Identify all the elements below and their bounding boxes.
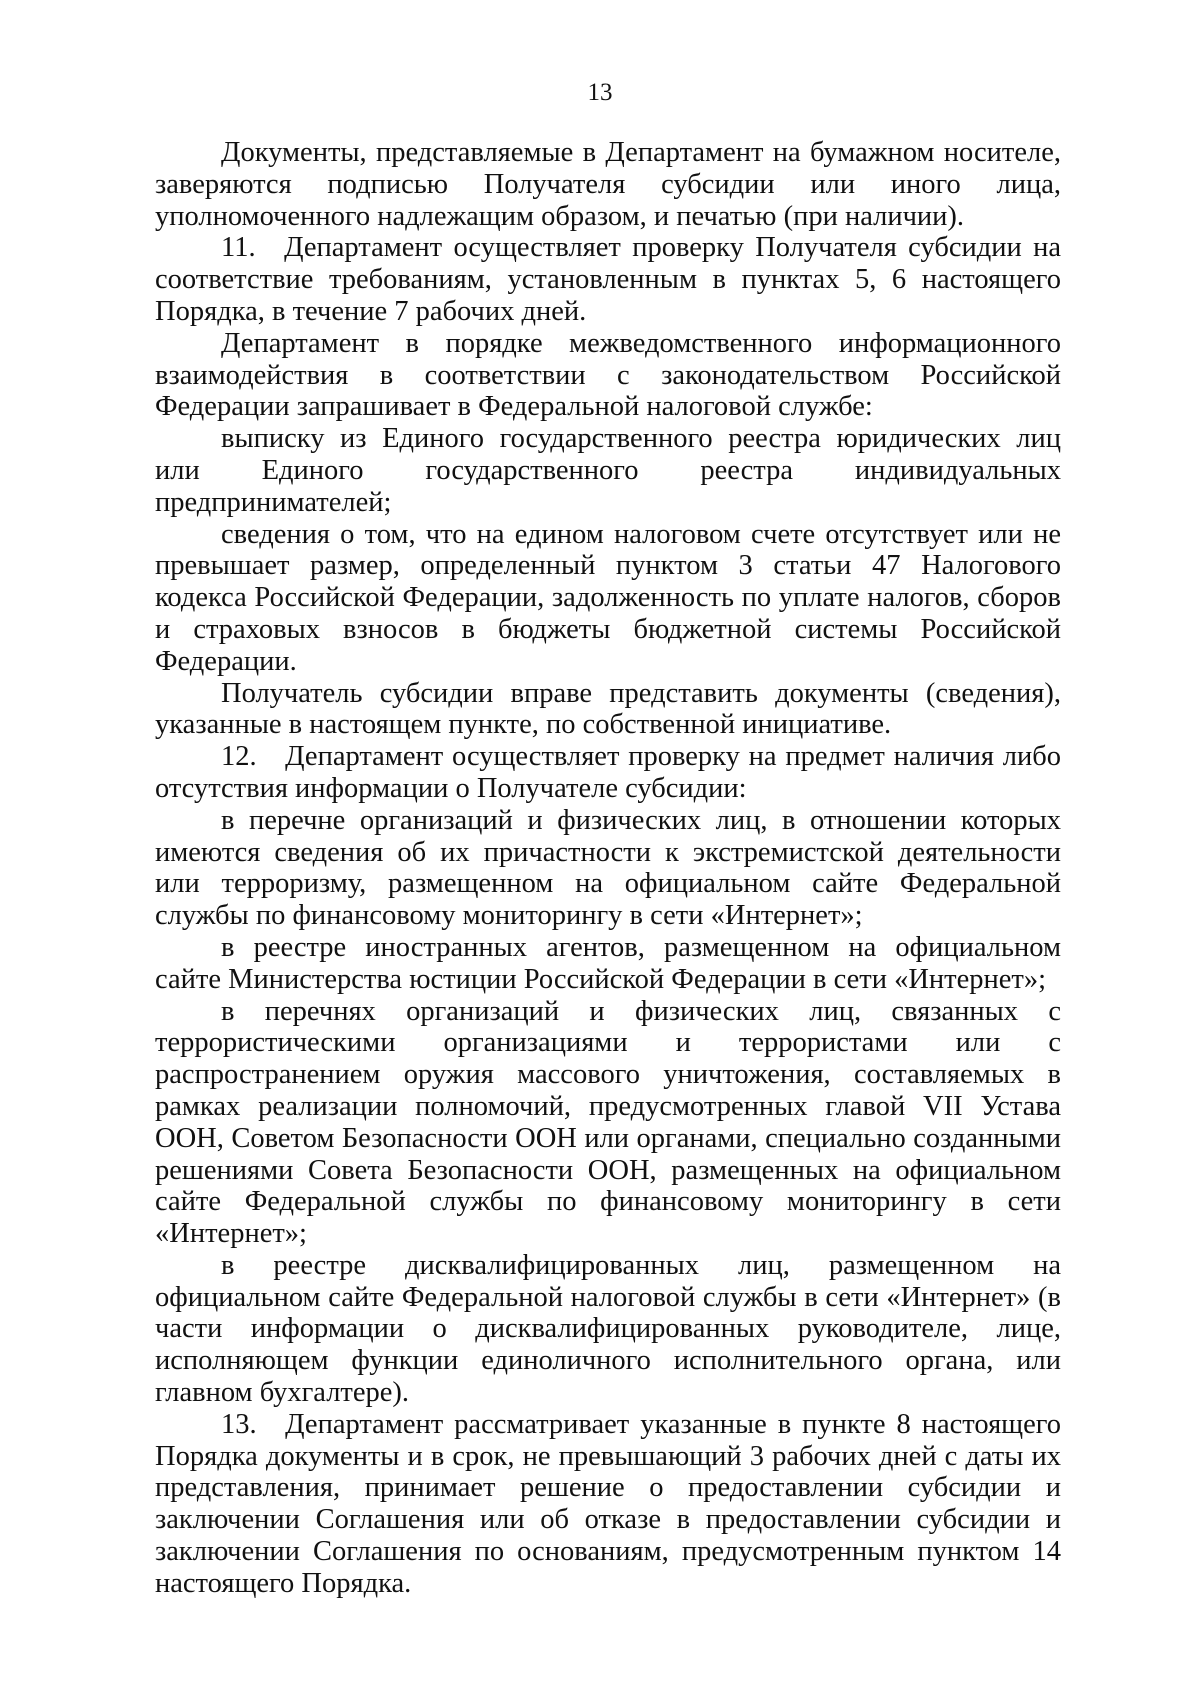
page-number: 13 xyxy=(587,79,613,106)
paragraph-documents-certification: Документы, представляемые в Департамент на бумажном носителе, заверяются подписью Получателя субсидии или иного лица, уполномоченного надлежащим образом, и печатью (при наличии). xyxy=(155,137,1061,232)
paragraph-tax-debt-info: сведения о том, что на едином налоговом счете отсутствует или не превышает размер, определенный пунктом 3 статьи 47 Налогового кодекса Российской Федерации, задолженность по уплате налогов, сборов и страховых взносов в бюджеты бюджетной системы Российской Федерации. xyxy=(155,518,1061,677)
paragraph-own-initiative: Получатель субсидии вправе представить документы (сведения), указанные в настоящем пункте, по собственной инициативе. xyxy=(155,677,1061,741)
paragraph-interagency-request: Департамент в порядке межведомственного информационного взаимодействия в соответствии с законодательством Российской Федерации запрашивает в Федеральной налоговой службе: xyxy=(155,327,1061,423)
paragraph-13-decision: 13. Департамент рассматривает указанные в пункте 8 настоящего Порядка документы и в срок, не превышающий 3 рабочих дней с даты их представления, принимает решение о предоставлении субсидии и заключении Соглашения или об отказе в предоставлении субсидии и заключении Соглашения по основаниям, предусмотренным пунктом 14 настоящего Порядка. xyxy=(155,1408,1061,1599)
paragraph-foreign-agents-registry: в реестре иностранных агентов, размещенном на официальном сайте Министерства юстиции Российской Федерации в сети «Интернет»; xyxy=(155,931,1061,995)
paragraph-egrul-extract: выписку из Единого государственного реестра юридических лиц или Единого государственного реестра индивидуальных предпринимателей; xyxy=(155,423,1061,518)
paragraph-12-information-check: 12. Департамент осуществляет проверку на предмет наличия либо отсутствия информации о Получателе субсидии: xyxy=(155,741,1061,804)
paragraph-disqualified-persons-registry: в реестре дисквалифицированных лиц, размещенном на официальном сайте Федеральной налоговой службы в сети «Интернет» (в части информации о дисквалифицированных руководителе, лице, исполняющем функции единоличного исполнительного органа, или главном бухгалтере). xyxy=(155,1249,1061,1409)
paragraph-11-recipient-check: 11. Департамент осуществляет проверку Получателя субсидии на соответствие требованиям, установленным в пунктах 5, 6 настоящего Порядка, в течение 7 рабочих дней. xyxy=(155,232,1061,327)
document-body xyxy=(155,137,1061,1600)
paragraph-un-terrorism-lists: в перечнях организаций и физических лиц, связанных с террористическими организациями и террористами или с распространением оружия массового уничтожения, составляемых в рамках реализации полномочий, предусмотренных главой VII Устава ООН, Советом Безопасности ООН или органами, специально созданными решениями Совета Безопасности ООН, размещенных на официальном сайте Федеральной службы по финансовому мониторингу в сети «Интернет»; xyxy=(155,995,1061,1250)
paragraph-extremism-list: в перечне организаций и физических лиц, в отношении которых имеются сведения об их причастности к экстремистской деятельности или терроризму, размещенном на официальном сайте Федеральной службы по финансовому мониторингу в сети «Интернет»; xyxy=(155,804,1061,932)
